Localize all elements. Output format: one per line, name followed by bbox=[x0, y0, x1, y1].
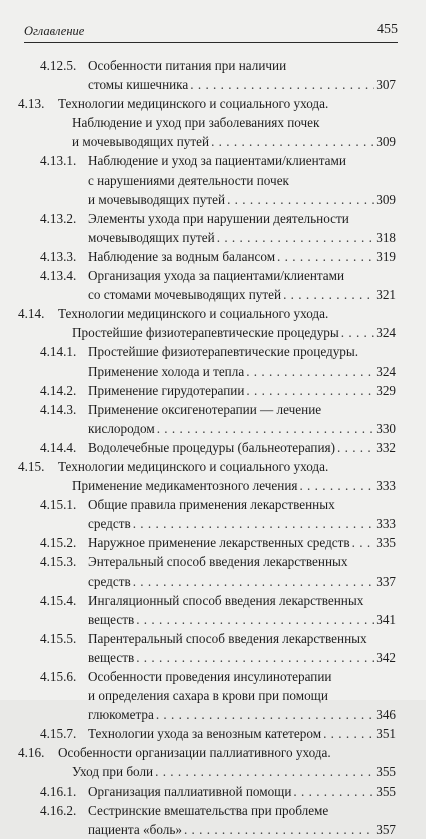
dot-leader bbox=[299, 476, 374, 495]
toc-entry-title: средств bbox=[88, 573, 131, 589]
toc-line bbox=[0, 457, 426, 476]
dot-leader bbox=[293, 782, 374, 801]
dot-leader bbox=[136, 610, 374, 629]
toc-entry-number: 4.14. bbox=[18, 306, 45, 322]
toc-entry-title: и мочевыводящих путей bbox=[72, 134, 210, 150]
toc-page-ref: 330 bbox=[376, 420, 396, 436]
toc-line bbox=[0, 362, 426, 381]
toc-line bbox=[0, 629, 426, 648]
toc-entry-number: 4.15.6. bbox=[40, 669, 77, 684]
toc-line bbox=[0, 514, 426, 533]
dot-leader bbox=[246, 362, 374, 381]
toc-line bbox=[0, 113, 426, 132]
toc-line bbox=[0, 266, 426, 285]
toc-entry-number: 4.15.2. bbox=[40, 535, 77, 551]
toc-line bbox=[0, 476, 426, 495]
toc-line bbox=[0, 533, 426, 552]
toc-entry-title: Применение холода и тепла bbox=[88, 363, 245, 379]
toc-entry-title: Технологии ухода за венозным катетером bbox=[88, 726, 322, 742]
toc-line bbox=[0, 151, 426, 170]
toc-line bbox=[0, 762, 426, 781]
toc-page-ref: 307 bbox=[376, 77, 396, 93]
toc-line bbox=[0, 572, 426, 591]
toc-line bbox=[0, 820, 426, 839]
toc-entry-number: 4.15.5. bbox=[40, 630, 77, 646]
toc-entry-title: Организация паллиативной помощи bbox=[88, 783, 292, 799]
toc-line bbox=[0, 743, 426, 762]
toc-entry-title: Водолечебные процедуры (бальнеотерапия) bbox=[88, 439, 336, 455]
toc-entry-title: стомы кишечника bbox=[88, 77, 189, 93]
toc-line bbox=[0, 304, 426, 323]
toc-page-ref: 355 bbox=[376, 764, 396, 780]
toc-entry-number: 4.14.4. bbox=[40, 439, 77, 455]
toc-entry-title: пациента «боль» bbox=[88, 821, 182, 837]
toc-line bbox=[0, 667, 426, 686]
toc-entry-number: 4.13.3. bbox=[40, 248, 77, 264]
toc-entry-title: со стомами мочевыводящих путей bbox=[88, 287, 282, 303]
toc-entry-title: Технологии медицинского и социального ухода. bbox=[58, 458, 329, 474]
table-of-contents bbox=[0, 56, 426, 839]
toc-line bbox=[0, 132, 426, 151]
toc-page-ref: 319 bbox=[376, 248, 396, 264]
toc-page-ref: 329 bbox=[376, 382, 396, 398]
toc-line bbox=[0, 801, 426, 820]
toc-entry-title: Особенности организации паллиативного ухода. bbox=[58, 745, 331, 761]
toc-entry-number: 4.13.2. bbox=[40, 210, 77, 226]
dot-leader bbox=[157, 419, 375, 438]
toc-entry-number: 4.16.1. bbox=[40, 783, 77, 799]
toc-entry-number: 4.15.7. bbox=[40, 726, 77, 742]
toc-line bbox=[0, 438, 426, 457]
toc-entry-title: Ингаляционный способ введения лекарственных bbox=[88, 592, 364, 608]
toc-entry-title: Особенности питания при наличии bbox=[88, 58, 287, 73]
toc-line bbox=[0, 419, 426, 438]
toc-line bbox=[0, 342, 426, 361]
toc-entry-number: 4.15.3. bbox=[40, 554, 77, 570]
dot-leader bbox=[337, 438, 374, 457]
toc-entry-title: Уход при боли bbox=[72, 764, 154, 780]
running-header bbox=[24, 20, 398, 40]
toc-line bbox=[0, 591, 426, 610]
toc-page-ref: 332 bbox=[376, 439, 396, 455]
toc-line bbox=[0, 75, 426, 94]
toc-entry-number: 4.13.1. bbox=[40, 153, 77, 169]
toc-line bbox=[0, 94, 426, 113]
toc-entry-title: Парентеральный способ введения лекарственных bbox=[88, 630, 367, 646]
toc-entry-title: Общие правила применения лекарственных bbox=[88, 497, 335, 513]
toc-line bbox=[0, 686, 426, 705]
toc-line bbox=[0, 400, 426, 419]
toc-entry-title: веществ bbox=[88, 611, 135, 627]
dot-leader bbox=[136, 648, 374, 667]
dot-leader bbox=[133, 514, 375, 533]
toc-page-ref: 333 bbox=[376, 478, 396, 494]
toc-page-ref: 324 bbox=[376, 325, 396, 341]
dot-leader bbox=[217, 228, 374, 247]
toc-line bbox=[0, 190, 426, 209]
toc-entry-title: с нарушениями деятельности почек bbox=[88, 172, 289, 188]
toc-entry-number: 4.12.5. bbox=[40, 58, 77, 73]
toc-entry-number: 4.14.1. bbox=[40, 344, 77, 360]
toc-page-ref: 357 bbox=[376, 821, 396, 837]
toc-entry-title: глюкометра bbox=[88, 707, 154, 723]
toc-entry-title: Сестринские вмешательства при проблеме bbox=[88, 802, 329, 818]
dot-leader bbox=[283, 285, 374, 304]
toc-line bbox=[0, 648, 426, 667]
toc-line bbox=[0, 56, 426, 75]
page-number: 455 bbox=[377, 22, 398, 37]
toc-entry-number: 4.15.1. bbox=[40, 497, 77, 513]
toc-entry-title: Технологии медицинского и социального ухода. bbox=[58, 96, 329, 112]
dot-leader bbox=[323, 724, 374, 743]
toc-line bbox=[0, 705, 426, 724]
toc-entry-title: Простейшие физиотерапевтические процедуры bbox=[72, 325, 339, 341]
toc-entry-number: 4.14.2. bbox=[40, 382, 77, 398]
toc-entry-number: 4.16.2. bbox=[40, 802, 77, 818]
toc-entry-title: Организация ухода за пациентами/клиентами bbox=[88, 268, 345, 284]
toc-entry-number: 4.13. bbox=[18, 96, 45, 112]
dot-leader bbox=[211, 132, 374, 151]
toc-page-ref: 342 bbox=[376, 649, 396, 665]
toc-line bbox=[0, 782, 426, 801]
toc-line bbox=[0, 381, 426, 400]
toc-page-ref: 355 bbox=[376, 783, 396, 799]
toc-page-ref: 318 bbox=[376, 229, 396, 245]
toc-page-ref: 341 bbox=[376, 611, 396, 627]
toc-entry-number: 4.16. bbox=[18, 745, 45, 761]
toc-entry-title: Особенности проведения инсулинотерапии bbox=[88, 669, 332, 684]
toc-page-ref: 346 bbox=[376, 707, 396, 723]
toc-entry-title: Наблюдение и уход при заболеваниях почек bbox=[72, 115, 320, 131]
toc-page-ref: 321 bbox=[376, 287, 396, 303]
toc-entry-title: Технологии медицинского и социального ухода. bbox=[58, 306, 329, 322]
toc-line bbox=[0, 724, 426, 743]
dot-leader bbox=[246, 381, 374, 400]
toc-line bbox=[0, 228, 426, 247]
toc-entry-title: мочевыводящих путей bbox=[88, 229, 215, 245]
dot-leader bbox=[352, 533, 375, 552]
toc-entry-title: Элементы ухода при нарушении деятельности bbox=[88, 210, 349, 226]
toc-entry-title: Наружное применение лекарственных средств bbox=[88, 535, 350, 551]
dot-leader bbox=[341, 323, 374, 342]
toc-line bbox=[0, 285, 426, 304]
dot-leader bbox=[277, 247, 374, 266]
toc-entry-title: Простейшие физиотерапевтические процедуры. bbox=[88, 344, 359, 360]
dot-leader bbox=[184, 820, 374, 839]
toc-page-ref: 309 bbox=[376, 134, 396, 150]
toc-line bbox=[0, 495, 426, 514]
toc-entry-title: Применение гирудотерапии bbox=[88, 382, 245, 398]
toc-page-ref: 333 bbox=[376, 516, 396, 532]
toc-entry-number: 4.14.3. bbox=[40, 401, 77, 417]
toc-page-ref: 324 bbox=[376, 363, 396, 379]
toc-line bbox=[0, 247, 426, 266]
dot-leader bbox=[155, 762, 374, 781]
dot-leader bbox=[227, 190, 374, 209]
toc-page-ref: 335 bbox=[376, 535, 396, 551]
header-title: Оглавление bbox=[24, 24, 85, 38]
toc-entry-title: Энтеральный способ введения лекарственных bbox=[88, 554, 348, 570]
toc-page-ref: 309 bbox=[376, 191, 396, 207]
toc-line bbox=[0, 610, 426, 629]
toc-entry-title: Применение оксигенотерапии — лечение bbox=[88, 401, 322, 417]
toc-line bbox=[0, 209, 426, 228]
dot-leader bbox=[133, 572, 375, 591]
toc-line bbox=[0, 171, 426, 190]
toc-line bbox=[0, 552, 426, 571]
toc-entry-title: Применение медикаментозного лечения bbox=[72, 478, 298, 494]
toc-entry-number: 4.15.4. bbox=[40, 592, 77, 608]
toc-entry-number: 4.13.4. bbox=[40, 268, 77, 284]
dot-leader bbox=[156, 705, 374, 724]
toc-entry-title: веществ bbox=[88, 649, 135, 665]
header-rule bbox=[24, 42, 398, 43]
toc-page-ref: 337 bbox=[376, 573, 396, 589]
toc-line bbox=[0, 323, 426, 342]
dot-leader bbox=[190, 75, 374, 94]
toc-entry-title: и мочевыводящих путей bbox=[88, 191, 226, 207]
toc-entry-title: средств bbox=[88, 516, 131, 532]
toc-entry-title: кислородом bbox=[88, 420, 155, 436]
toc-entry-title: Наблюдение за водным балансом bbox=[88, 248, 276, 264]
toc-page-ref: 351 bbox=[376, 726, 396, 742]
toc-entry-title: и определения сахара в крови при помощи bbox=[88, 688, 328, 704]
toc-entry-title: Наблюдение и уход за пациентами/клиентами bbox=[88, 153, 346, 169]
toc-entry-number: 4.15. bbox=[18, 458, 45, 474]
